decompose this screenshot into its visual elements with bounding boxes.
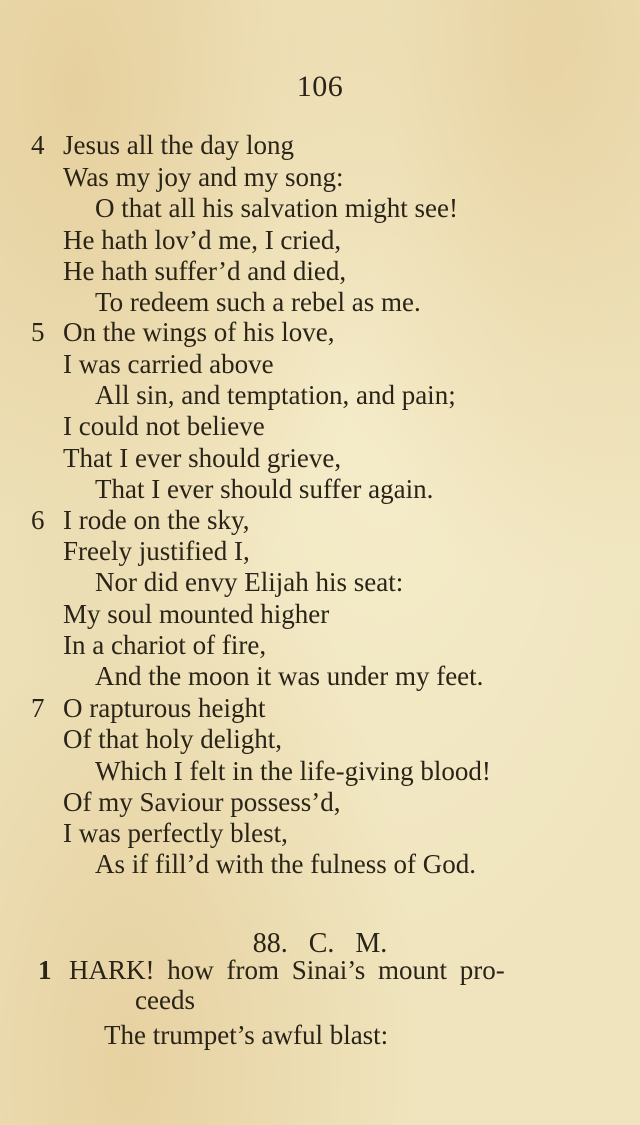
- verse-line: Of that holy delight,: [63, 724, 282, 754]
- verse-line: And the moon it was under my feet.: [95, 661, 484, 691]
- verse-line: As if fill’d with the fulness of God.: [95, 849, 476, 879]
- verse-line: Was my joy and my song:: [63, 162, 344, 192]
- stanza-number: 5: [31, 317, 45, 347]
- page-number: 106: [296, 70, 344, 103]
- verse-line: O rapturous height: [63, 693, 266, 723]
- stanza-number: 7: [31, 693, 45, 723]
- verse-line: Nor did envy Elijah his seat:: [95, 567, 404, 597]
- verse-line: I could not believe: [63, 411, 265, 441]
- verse-line: To redeem such a rebel as me.: [95, 287, 421, 317]
- verse-line: ceeds: [135, 985, 195, 1015]
- verse-line: He hath lov’d me, I cried,: [63, 225, 342, 255]
- verse-line: All sin, and temptation, and pain;: [95, 380, 456, 410]
- verse-line: Freely justified I,: [63, 536, 250, 566]
- verse-line: I was perfectly blest,: [63, 818, 288, 848]
- verse-line: O that all his salvation might see!: [95, 193, 458, 223]
- hymn-title: 88. C. M.: [252, 928, 388, 959]
- verse-line: Which I felt in the life-giving blood!: [95, 756, 491, 786]
- verse-line: My soul mounted higher: [63, 599, 330, 629]
- stanza-number: 6: [31, 505, 45, 535]
- verse-line: I was carried above: [63, 349, 274, 379]
- verse-line: That I ever should suffer again.: [95, 474, 434, 504]
- verse-line: Of my Saviour possess’d,: [63, 787, 341, 817]
- verse-line: HARK! how from Sinai’s mount pro-: [69, 955, 505, 985]
- verse-line: I rode on the sky,: [63, 505, 250, 535]
- stanza-number: 4: [31, 130, 45, 160]
- verse-line: In a chariot of fire,: [63, 630, 267, 660]
- verse-line: That I ever should grieve,: [63, 443, 342, 473]
- stanza-number: 1: [38, 955, 52, 985]
- verse-line: On the wings of his love,: [63, 317, 335, 347]
- verse-line: Jesus all the day long: [63, 130, 294, 160]
- verse-line: The trumpet’s awful blast:: [104, 1020, 389, 1050]
- verse-line: He hath suffer’d and died,: [63, 256, 347, 286]
